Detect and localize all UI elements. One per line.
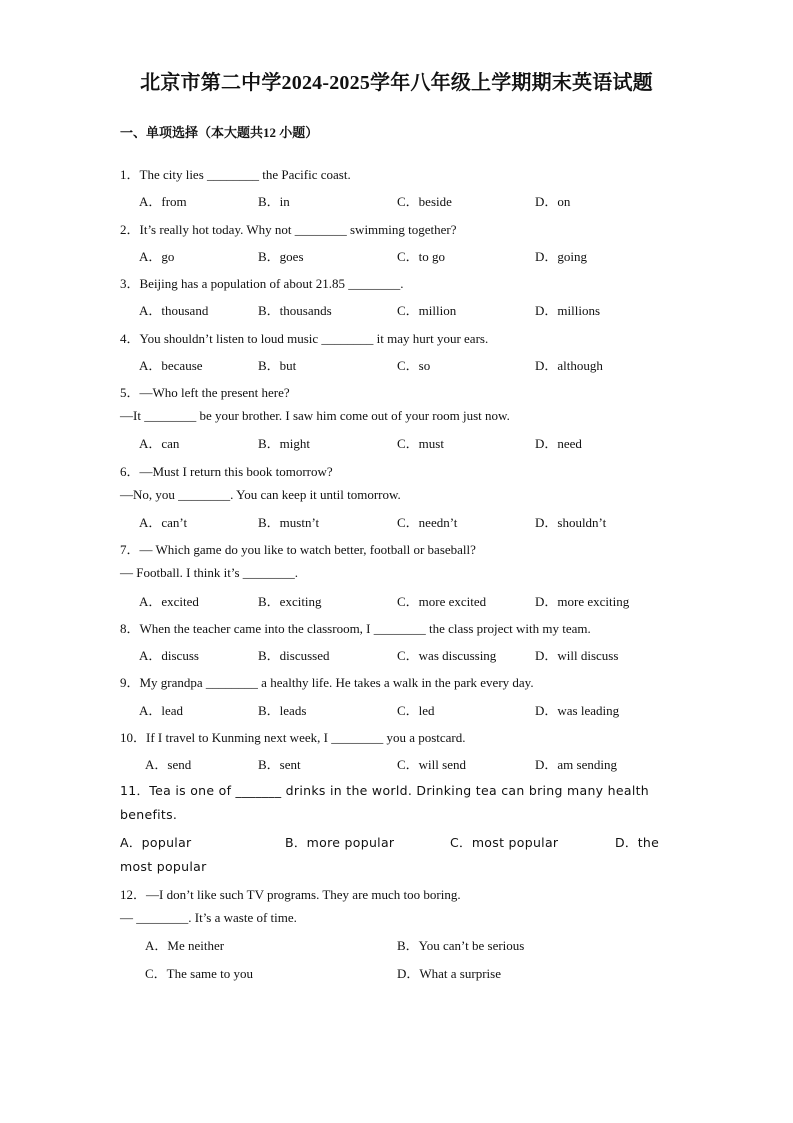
question-4-text: 4．You shouldn’t listen to loud music ________ it may hurt your ears. [120,331,489,346]
question-11-text-line-2: benefits. [120,807,178,822]
question-11-option-b: B．more popular [285,835,395,850]
question-3-text: 3．Beijing has a population of about 21.85 ________. [120,276,404,291]
question-7-option-c: C．more excited [397,594,487,609]
question-10-text: 10．If I travel to Kunming next week, I ________ you a postcard. [120,730,466,745]
question-8-option-d: D．will discuss [535,648,619,663]
question-11-option-c: C．most popular [450,835,559,850]
question-8-option-a: A．discuss [139,648,199,663]
question-6-text: 6．—Must I return this book tomorrow? [120,464,333,479]
question-5-option-b: B．might [258,436,311,451]
question-7-option-a: A．excited [139,594,199,609]
question-4-option-c: C．so [397,358,431,373]
question-1-text: 1．The city lies ________ the Pacific coast. [120,167,351,182]
question-6-option-d: D．shouldn’t [535,515,607,530]
question-11-option-d-continued: most popular [120,859,207,874]
question-5-option-a: A．can [139,436,180,451]
question-7-text-line-2: — Football. I think it’s ________. [120,565,299,580]
question-5-text: 5．—Who left the present here? [120,385,290,400]
question-4-option-d: D．although [535,358,603,373]
question-10-option-c: C．will send [397,757,466,772]
question-3-option-a: A．thousand [139,303,209,318]
question-3-option-c: C．million [397,303,457,318]
question-8-option-b: B．discussed [258,648,330,663]
question-2-option-c: C．to go [397,249,446,264]
question-5-option-d: D．need [535,436,582,451]
question-1-option-c: C．beside [397,194,452,209]
question-11-option-a: A．popular [120,835,192,850]
question-6-option-c: C．needn’t [397,515,458,530]
question-8-text: 8．When the teacher came into the classroom, I ________ the class project with my team. [120,621,591,636]
question-12-option-c: C．The same to you [145,966,253,981]
question-12-option-a: A．Me neither [145,938,225,953]
question-12-option-b: B．You can’t be serious [397,938,525,953]
page-title: 北京市第二中学2024-2025学年八年级上学期期末英语试题 [140,72,653,94]
question-5-option-c: C．must [397,436,444,451]
question-9-option-d: D．was leading [535,703,620,718]
question-11-text: 11．Tea is one of _______ drinks in the world. Drinking tea can bring many health [120,783,650,798]
question-6-option-b: B．mustn’t [258,515,320,530]
question-3-option-b: B．thousands [258,303,332,318]
question-4-option-b: B．but [258,358,297,373]
question-9-option-a: A．lead [139,703,184,718]
question-1-option-d: D．on [535,194,571,209]
question-3-option-d: D．millions [535,303,601,318]
question-6-option-a: A．can’t [139,515,188,530]
question-12-text: 12．—I don’t like such TV programs. They are much too boring. [120,887,461,902]
question-9-text: 9．My grandpa ________ a healthy life. He takes a walk in the park every day. [120,675,534,690]
question-2-option-a: A．go [139,249,175,264]
question-9-option-b: B．leads [258,703,307,718]
question-9-option-c: C．led [397,703,435,718]
question-12-text-line-2: — ________. It’s a waste of time. [120,910,297,925]
question-10-option-a: A．send [145,757,192,772]
section-heading: 一、单项选择（本大题共12 小题） [120,125,319,140]
question-7-option-d: D．more exciting [535,594,630,609]
question-7-text: 7．— Which game do you like to watch better, football or baseball? [120,542,476,557]
question-12-option-d: D．What a surprise [397,966,501,981]
question-2-option-b: B．goes [258,249,304,264]
question-10-option-d: D．am sending [535,757,617,772]
question-11-option-d: D．the [615,835,660,850]
question-1-option-b: B．in [258,194,290,209]
question-7-option-b: B．exciting [258,594,322,609]
question-6-text-line-2: —No, you ________. You can keep it until tomorrow. [120,487,401,502]
question-5-text-line-2: —It ________ be your brother. I saw him come out of your room just now. [120,408,510,423]
question-2-text: 2．It’s really hot today. Why not ________ swimming together? [120,222,457,237]
question-4-option-a: A．because [139,358,203,373]
question-10-option-b: B．sent [258,757,301,772]
question-2-option-d: D．going [535,249,588,264]
question-8-option-c: C．was discussing [397,648,497,663]
question-1-option-a: A．from [139,194,187,209]
